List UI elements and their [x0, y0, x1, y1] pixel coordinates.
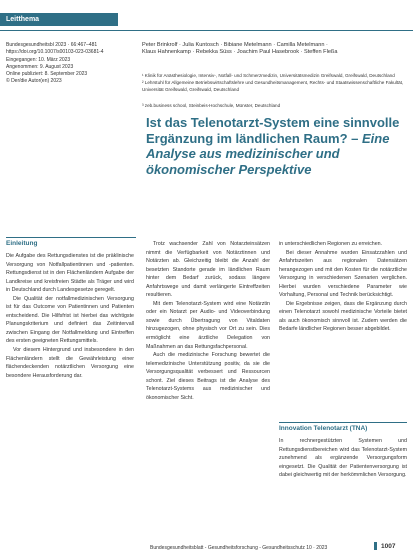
page-number: 1007 — [381, 543, 396, 550]
affiliation: ² Lehrstuhl für Allgemeine Betriebswirtschaftslehre und Gesundheitsmanagement, Rechts- und Staatswissenschaftliche Fakultät, Universität Greifswald, Greifswald, Deutschland — [142, 80, 404, 92]
section-rule — [6, 237, 136, 238]
meta-doi[interactable]: https://doi.org/10.1007/s00103-023-03681-4 — [6, 49, 104, 56]
paragraph: in unterschiedlichen Regionen zu erreichen. — [279, 241, 383, 247]
paragraph: In rechnergestützten Systemen und Rettungsdienstbereichen wird das Telenotarzt-System zunehmend als ergänzende Versorgungsform eingesetzt. Die Qualität der Patientenversorgung ist dabei gleichwertig mit der herkömmlichen Versorgung. — [279, 438, 407, 479]
meta-citation: Bundesgesundheitsbl 2023 · 66:467–481 — [6, 42, 98, 48]
paragraph: Auch die medizinische Forschung bewertet die telemedizinische Unterstützung positiv, da sie die Versorgungsqualität verbessert und Ressourcen schont. Ziel dieses Beitrags ist die Analyse des Telenotarzt-Systems aus medizinischer und ökonomischer Sicht. — [146, 352, 270, 401]
heading-innovation: Innovation Telenotarzt (TNA) — [279, 425, 368, 432]
journal-footer: Bundesgesundheitsblatt - Gesundheitsforschung - Gesundheitsschutz 10 · 2023 — [150, 545, 328, 551]
paragraph: Bei dieser Annahme wurden Einsatzzahlen und Anfahrtszeiten aus regionalen Datensätzen herangezogen und mit den Kosten für die notärztliche Versorgung in verschiedenen Szenarien verglichen. Hierbei wurden verschiedene Parameter wie Vorhaltung, Personal und Technik berücksichtigt. — [279, 249, 407, 299]
author-list — [142, 42, 407, 57]
title-italic: Eine Analyse aus medizinischer und ökonomischer Perspektive — [146, 130, 390, 177]
column-2 — [146, 240, 270, 402]
heading-einleitung: Einleitung — [6, 240, 38, 247]
meta-published: Online publiziert: 8. September 2023 — [6, 71, 88, 78]
paragraph: Die Ergebnisse zeigen, dass die Ergänzung durch einen Telenotarzt sowohl medizinische Vorteile bietet als auch ökonomisch sinnvoll ist. Zudem werden die Bedarfe ländlicher Regionen besser abgebildet. — [279, 300, 407, 333]
affiliations — [142, 73, 407, 94]
paragraph: Die Qualität der notfallmedizinischen Versorgung ist für das Outcome von Patientinnen und Patienten entscheidend. Die Hilfsfrist ist hierbei das wichtigste Planungskriterium und definiert das Zeitintervall zwischen Eingang der Notfallmeldung und Eintreffen des ersten geeigneten Rettungsmittels. — [6, 295, 134, 345]
paragraph: Trotz wachsender Zahl von Notarzteinsätzen nimmt die Verfügbarkeit von Notärztinnen und Notärzten ab. Gleichzeitig bleibt die Anzahl der besetzten Standorte gerade im ländlichen Raum hinter dem Bedarf zurück, sodass längere Anfahrtswege und damit verlängerte Eintreffzeiten resultieren. — [146, 241, 270, 299]
section-tag: Leitthema — [0, 13, 118, 26]
footer-accent-bar — [374, 542, 377, 550]
section-rule — [279, 422, 407, 423]
title-plain: Ist das Telenotarzt-System eine sinnvolle Ergänzung im ländlichen Raum? – — [146, 115, 400, 146]
affiliation: ¹ Klinik für Anästhesiologie, Intensiv-, Notfall- und Schmerzmedizin, Universitätsmedizin Greifswald, Greifswald, Deutschland — [142, 73, 395, 78]
column-3 — [279, 240, 407, 334]
meta-accepted: Angenommen: 9. August 2023 — [6, 63, 74, 70]
paragraph: Die Aufgabe des Rettungsdienstes ist die präklinische Versorgung von Notfallpatientinnen und -patienten. Rettungsdienst ist in den Flächenländern Aufgabe der Landkreise und kreisfreien Städte als Träger und wird in Deutschland durch Landesgesetze geregelt. — [6, 253, 134, 294]
author-line: Peter Brinkrolf · Julia Kuntosch · Bibiane Metelmann · Camilla Metelmann · — [142, 42, 328, 48]
top-rule — [0, 30, 413, 31]
paragraph: Vor diesem Hintergrund und insbesondere in den Flächenländern stellt die Gewährleistung einer flächendeckenden notärztlichen Versorgung eine besondere Herausforderung dar. — [6, 347, 134, 379]
affiliation: ³ zeb.business school, Steinbeis-Hochschule, Münster, Deutschland — [142, 103, 281, 108]
article-meta — [6, 42, 136, 86]
column-1 — [6, 252, 134, 380]
meta-copyright: © Der/die Autor(en) 2023 — [6, 78, 62, 85]
column-3-continued — [279, 437, 407, 480]
author-line: Klaus Hahnenkamp · Rebekka Süss · Joachim Paul Hasebrook · Steffen Fleßa — [142, 49, 338, 56]
paragraph: Mit dem Telenotarzt-System wird eine Notärztin oder ein Notarzt per Audio- und Videoverbindung sowie durch Übertragung von Vitaldaten hinzugezogen, ohne physisch vor Ort zu sein. Dies ermöglicht eine ärztliche Delegation von Maßnahmen an das Rettungsfachpersonal. — [146, 300, 270, 350]
meta-received: Eingegangen: 10. März 2023 — [6, 56, 71, 63]
article-title — [146, 115, 408, 177]
